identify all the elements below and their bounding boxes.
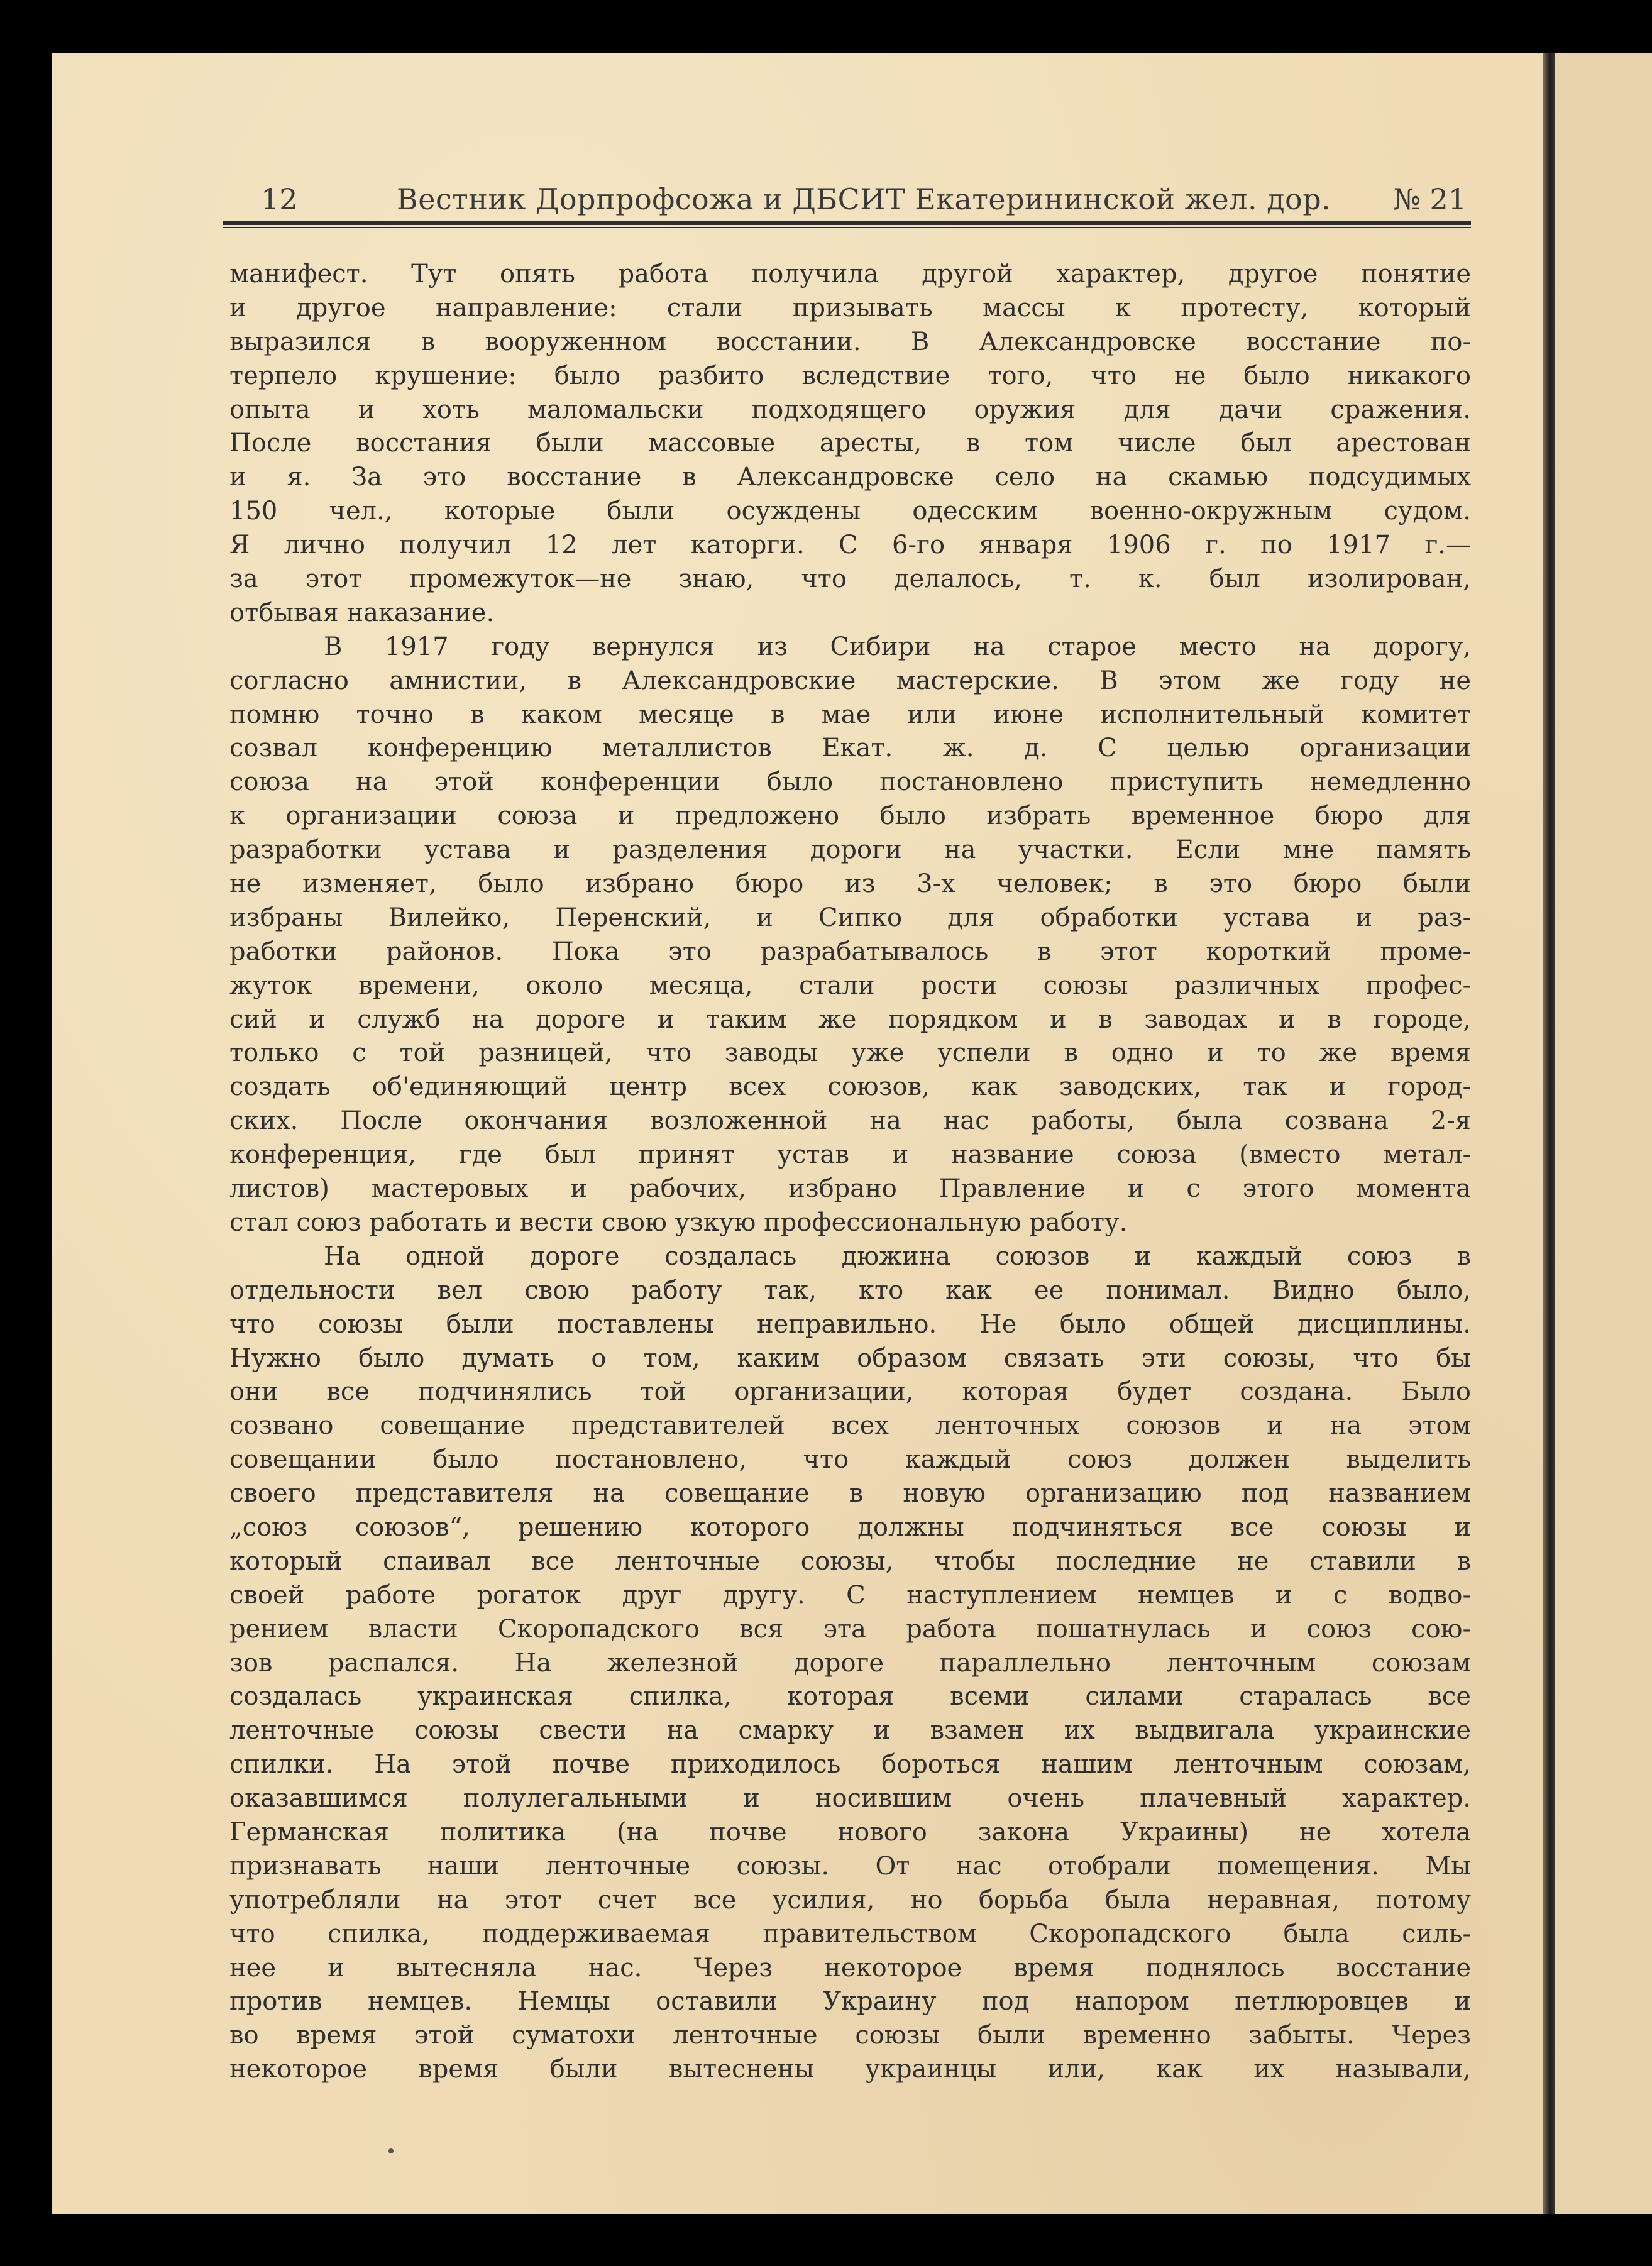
text-line: Германская политика (на почве нового закона Украины) не хотела xyxy=(229,1817,1471,1847)
text-line: работки районов. Пока это разрабатывалось в этот короткий проме- xyxy=(229,937,1471,966)
text-line: употребляли на этот счет все усилия, но борьба была неравная, потому xyxy=(229,1885,1471,1915)
text-line: и я. За это восстание в Александровске село на скамью подсудимых xyxy=(229,463,1471,492)
text-line: нее и вытесняла нас. Через некоторое время поднялось восстание xyxy=(229,1953,1471,1983)
text-line: они все подчинялись той организации, которая будет создана. Было xyxy=(229,1377,1471,1407)
journal-title: Вестник Дорпрофсожа и ДБСИТ Екатерининской жел. дор. xyxy=(397,182,1331,216)
text-line: Нужно было думать о том, каким образом связать эти союзы, что бы xyxy=(229,1343,1471,1373)
text-line: сий и служб на дороге и таким же порядком и в заводах и в городе, xyxy=(229,1004,1471,1034)
text-line: „союз союзов“, решению которого должны подчиняться все союзы и xyxy=(229,1512,1471,1542)
article-body xyxy=(229,258,1471,2087)
issue-number: № 21 xyxy=(1393,182,1467,216)
text-line: помню точно в каком месяце в мае или июне исполнительный комитет xyxy=(229,700,1471,729)
text-line: рением власти Скоропадского вся эта работа пошатнулась и союз сою- xyxy=(229,1614,1471,1644)
text-line: ских. После окончания возложенной на нас работы, была созвана 2-я xyxy=(229,1106,1471,1136)
text-line: стал союз работать и вести свою узкую профессиональную работу. xyxy=(229,1207,1128,1237)
text-line: опыта и хоть маломальски подходящего оружия для дачи сражения. xyxy=(229,395,1471,424)
text-line: согласно амнистии, в Александровские мастерские. В этом же году не xyxy=(229,666,1471,695)
text-line: созвал конференцию металлистов Екат. ж. д. С целью организации xyxy=(229,734,1471,763)
text-line: что спилка, поддерживаемая правительством Скоропадского была силь- xyxy=(229,1919,1471,1949)
text-line: отдельности вел свою работу так, кто как ее понимал. Видно было, xyxy=(229,1275,1471,1305)
text-line: конференция, где был принят устав и название союза (вместо метал- xyxy=(229,1140,1471,1170)
paragraph-start-line: В 1917 году вернулся из Сибири на старое место на дорогу, xyxy=(324,632,1471,661)
text-line: избраны Вилейко, Перенский, и Сипко для обработки устава и раз- xyxy=(229,903,1471,932)
text-line: оказавшимся полулегальными и носившим очень плачевный характер. xyxy=(229,1784,1471,1813)
text-line: против немцев. Немцы оставили Украину под напором петлюровцев и xyxy=(229,1987,1471,2016)
text-line: создать об'единяющий центр всех союзов, как заводских, так и город- xyxy=(229,1072,1471,1102)
text-line: листов) мастеровых и рабочих, избрано Правление и с этого момента xyxy=(229,1174,1471,1204)
text-line: своей работе рогаток друг другу. С наступлением немцев и с водво- xyxy=(229,1580,1471,1610)
adjacent-page-strip xyxy=(1555,53,1652,2214)
text-line: терпело крушение: было разбито вследствие того, что не было никакого xyxy=(229,361,1471,390)
text-line: некоторое время были вытеснены украинцы или, как их называли, xyxy=(229,2055,1471,2084)
header-rule xyxy=(223,221,1471,228)
text-line: не изменяет, было избрано бюро из 3-х человек; в это бюро были xyxy=(229,869,1471,899)
text-line: разработки устава и разделения дороги на участки. Если мне память xyxy=(229,835,1471,865)
text-line: во время этой суматохи ленточные союзы были временно забыты. Через xyxy=(229,2021,1471,2050)
text-line: манифест. Тут опять работа получила другой характер, другое понятие xyxy=(229,260,1471,289)
ink-speck xyxy=(388,2148,394,2153)
page-number: 12 xyxy=(261,182,298,216)
text-line: жуток времени, около месяца, стали рости союзы различных профес- xyxy=(229,971,1471,1000)
text-line: зов распался. На железной дороге параллельно ленточным союзам xyxy=(229,1648,1471,1678)
text-line: ленточные союзы свести на смарку и взамен их выдвигала украинские xyxy=(229,1716,1471,1746)
text-line: что союзы были поставлены неправильно. Не было общей дисциплины. xyxy=(229,1309,1471,1339)
text-line: союза на этой конференции было постановлено приступить немедленно xyxy=(229,767,1471,797)
text-line: спилки. На этой почве приходилось бороться нашим ленточным союзам, xyxy=(229,1750,1471,1779)
text-line: за этот промежуток—не знаю, что делалось, т. к. был изолирован, xyxy=(229,564,1471,594)
text-line: 150 чел., которые были осуждены одесским военно-окружным судом. xyxy=(229,497,1471,526)
paragraph-start-line: На одной дороге создалась дюжина союзов и каждый союз в xyxy=(324,1241,1471,1271)
text-line: После восстания были массовые аресты, в том числе был арестован xyxy=(229,429,1471,458)
text-line: который спаивал все ленточные союзы, чтобы последние не ставили в xyxy=(229,1546,1471,1576)
text-line: признавать наши ленточные союзы. От нас отобрали помещения. Мы xyxy=(229,1851,1471,1881)
running-header xyxy=(223,182,1474,226)
text-line: только с той разницей, что заводы уже успели в одно и то же время xyxy=(229,1038,1471,1068)
text-line: к организации союза и предложено было избрать временное бюро для xyxy=(229,801,1471,831)
text-line: отбывая наказание. xyxy=(229,598,495,627)
text-line: выразился в вооруженном восстании. В Александровске восстание по- xyxy=(229,327,1471,356)
text-line: созвано совещание представителей всех ленточных союзов и на этом xyxy=(229,1411,1471,1441)
text-line: совещании было постановлено, что каждый союз должен выделить xyxy=(229,1445,1471,1475)
text-line: своего представителя на совещание в новую организацию под названием xyxy=(229,1479,1471,1509)
text-line: Я лично получил 12 лет каторги. С 6-го января 1906 г. по 1917 г.— xyxy=(229,531,1471,560)
text-line: и другое направление: стали призывать массы к протесту, который xyxy=(229,293,1471,322)
book-gutter xyxy=(1543,53,1555,2214)
text-line: создалась украинская спилка, которая всеми силами старалась все xyxy=(229,1682,1471,1712)
